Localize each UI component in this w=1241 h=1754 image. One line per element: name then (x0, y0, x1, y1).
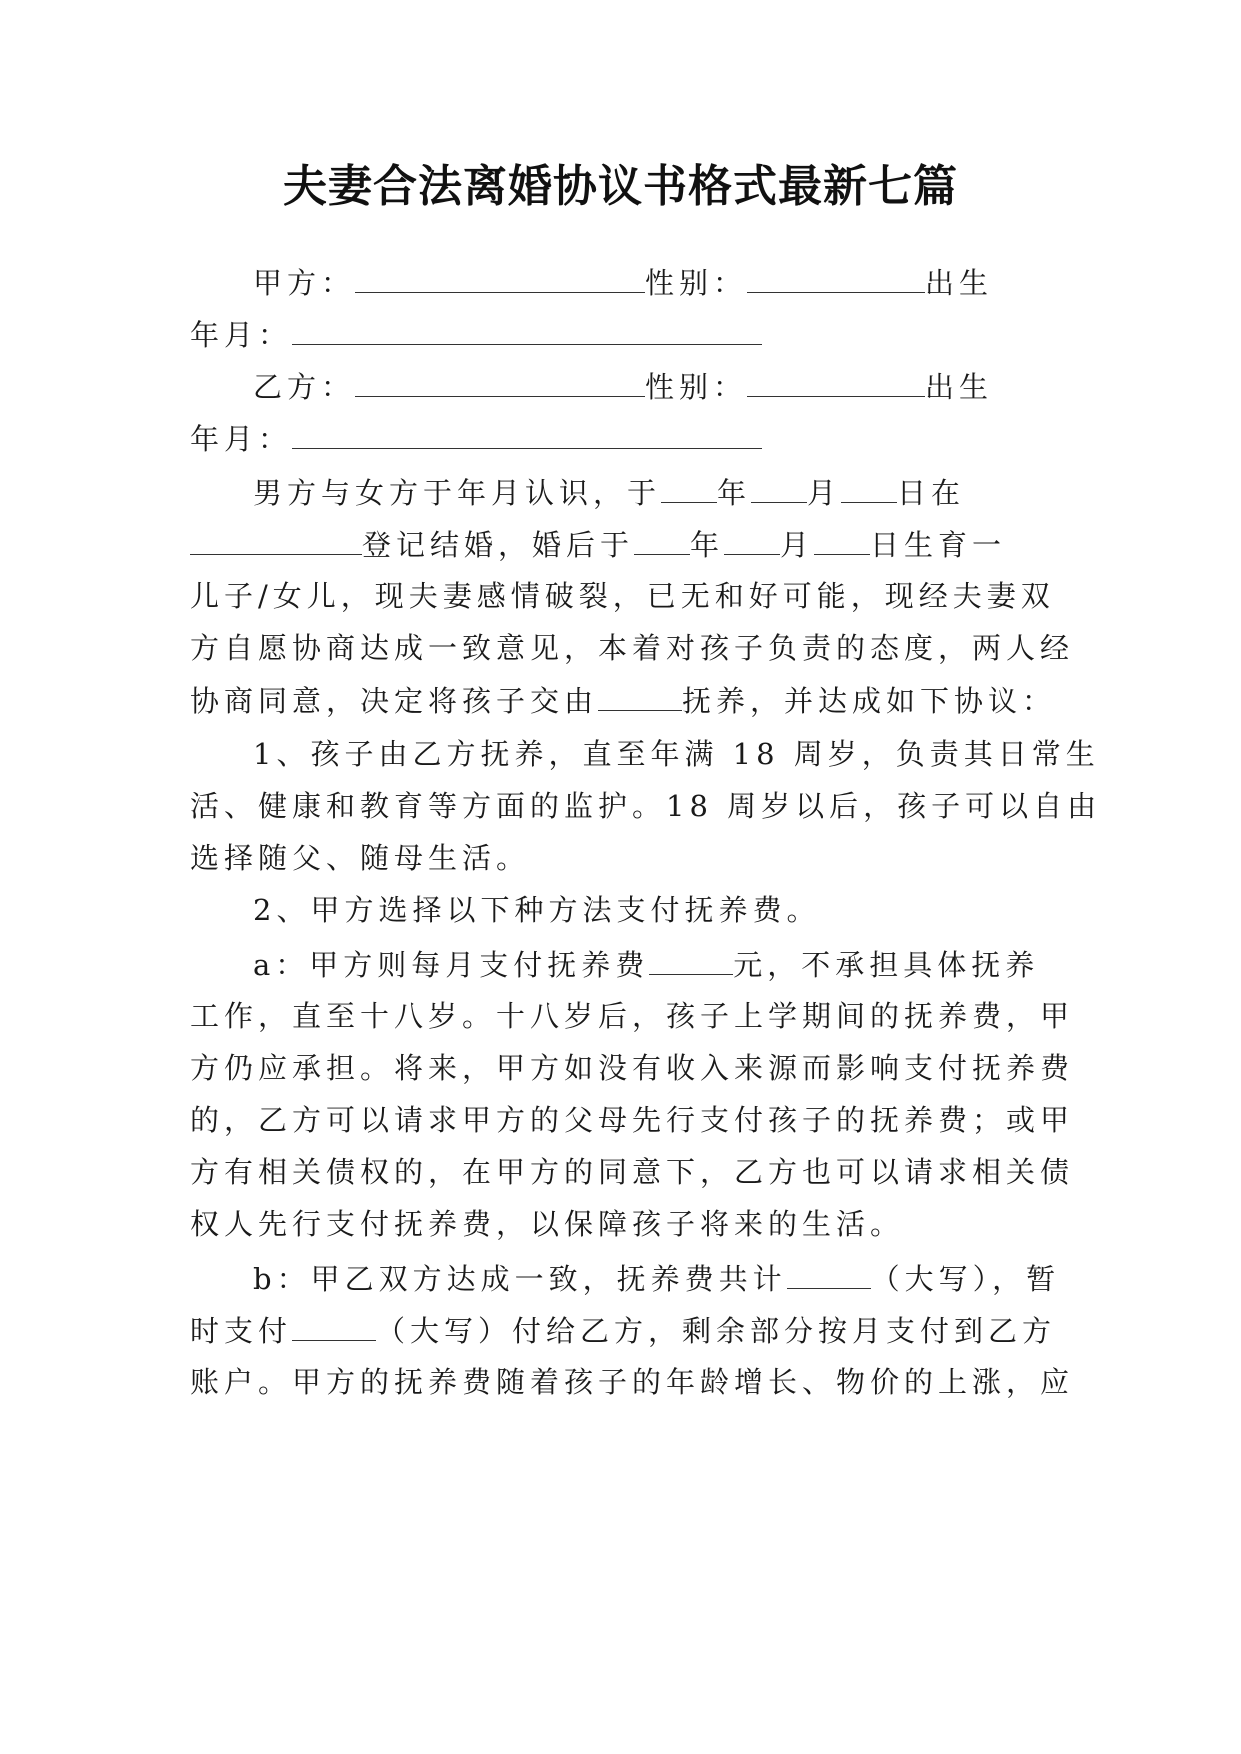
party-b-birth-line (190, 418, 1050, 458)
month-blank (751, 472, 807, 503)
clause-b-line-3: 账户。甲方的抚养费随着孩子的年龄增长、物价的上涨，应 (190, 1365, 1075, 1399)
clause-2-line-1: 2、甲方选择以下种方法支付抚养费。 (253, 893, 821, 927)
monthly-amount-blank (649, 944, 733, 975)
party-b-line (253, 366, 1050, 406)
intro-text: 抚养，并达成如下协议： (682, 684, 1057, 718)
custodian-blank (598, 680, 682, 711)
total-amount-blank (787, 1258, 871, 1289)
clause-a-text: a：甲方则每月支付抚养费 (253, 948, 650, 982)
birth-day-blank (814, 524, 870, 555)
intro-line-2 (190, 524, 1050, 564)
clause-a-text: 元，不承担具体抚养 (733, 948, 1040, 982)
party-a-gender-blank (747, 262, 925, 293)
intro-text: 男方与女方于年月认识，于 (253, 476, 662, 510)
clause-b-text: 时支付 (190, 1314, 293, 1348)
intro-line-3: 儿子/女儿，现夫妻感情破裂，已无和好可能，现经夫妻双 (190, 579, 1055, 613)
clause-a-line-4: 的，乙方可以请求甲方的父母先行支付孩子的抚养费；或甲 (190, 1103, 1075, 1137)
clause-1-line-3: 选择随父、随母生活。 (190, 841, 531, 875)
clause-1-line-1: 1、孩子由乙方抚养，直至年满 18 周岁，负责其日常生 (253, 737, 1100, 771)
party-a-label: 甲方： (253, 266, 356, 300)
year-blank (661, 472, 717, 503)
clause-b-text: （大写），暂 (870, 1262, 1061, 1296)
clause-b-line-2 (190, 1310, 1057, 1350)
clause-b-text: b：甲乙双方达成一致，抚养费共计 (253, 1262, 787, 1296)
clause-a-line-6: 权人先行支付抚养费，以保障孩子将来的生活。 (190, 1207, 905, 1241)
intro-line-4: 方自愿协商达成一致意见，本着对孩子负责的态度，两人经 (190, 631, 1075, 665)
clause-a-line-1 (253, 944, 1050, 984)
clause-a-line-3: 方仍应承担。将来，甲方如没有收入来源而影响支付抚养费 (190, 1051, 1075, 1085)
party-a-birth-label: 出生 (925, 266, 994, 300)
year-label: 年 (717, 476, 752, 510)
intro-line-5 (190, 680, 1057, 720)
registry-place-blank (190, 524, 362, 555)
month-label: 月 (780, 528, 815, 562)
intro-text: 登记结婚，婚后于 (362, 528, 635, 562)
clause-b-line-1 (253, 1258, 1061, 1298)
party-a-line (253, 262, 1050, 302)
day-label: 日在 (897, 476, 966, 510)
day-blank (841, 472, 897, 503)
party-b-birth-label: 出生 (925, 370, 994, 404)
party-a-birth-label-2: 年月： (190, 318, 293, 352)
party-b-birth-label-2: 年月： (190, 422, 293, 456)
party-b-gender-label: 性别： (645, 370, 748, 404)
party-a-birth-blank (292, 314, 762, 345)
birth-year-blank (634, 524, 690, 555)
intro-line-1 (253, 472, 1050, 512)
birth-month-blank (724, 524, 780, 555)
clause-b-text: （大写）付给乙方，剩余部分按月支付到乙方 (376, 1314, 1057, 1348)
party-b-birth-blank (292, 418, 762, 449)
party-b-name-blank (355, 366, 645, 397)
year-label: 年 (690, 528, 725, 562)
intro-text: 协商同意，决定将孩子交由 (190, 684, 599, 718)
initial-payment-blank (292, 1310, 376, 1341)
party-a-gender-label: 性别： (645, 266, 748, 300)
month-label: 月 (807, 476, 842, 510)
document-title: 夫妻合法离婚协议书格式最新七篇 (283, 161, 958, 212)
clause-1-line-2: 活、健康和教育等方面的监护。18 周岁以后，孩子可以自由 (190, 789, 1102, 823)
party-b-gender-blank (747, 366, 925, 397)
party-b-label: 乙方： (253, 370, 356, 404)
clause-a-line-5: 方有相关债权的，在甲方的同意下，乙方也可以请求相关债 (190, 1155, 1075, 1189)
party-a-birth-line (190, 314, 1050, 354)
clause-a-line-2: 工作，直至十八岁。十八岁后，孩子上学期间的抚养费，甲 (190, 999, 1075, 1033)
party-a-name-blank (355, 262, 645, 293)
intro-text: 日生育一 (870, 528, 1007, 562)
